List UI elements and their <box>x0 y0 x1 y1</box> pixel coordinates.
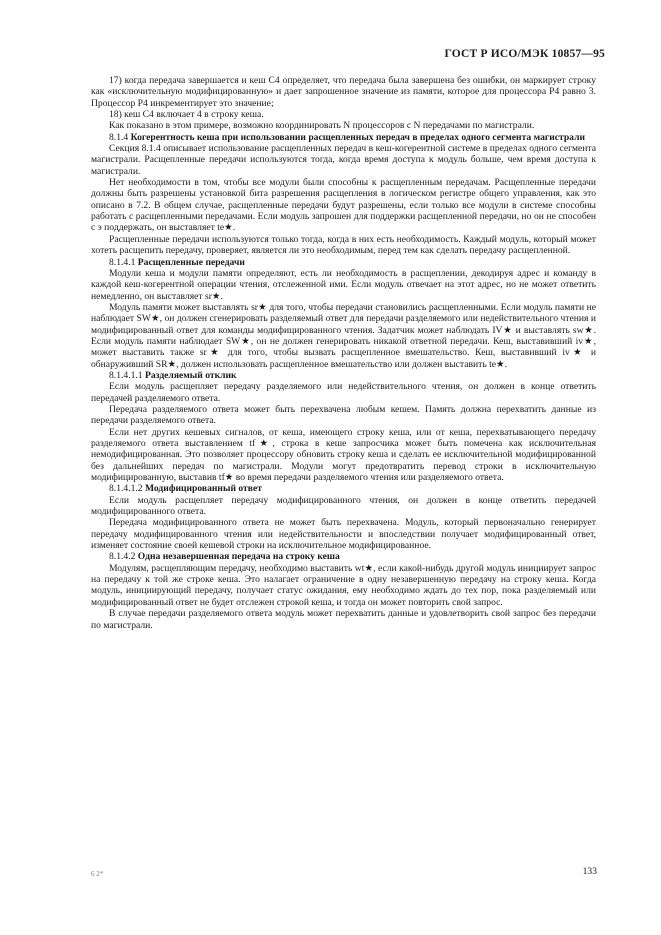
section-title: Разделяемый отклик <box>144 369 237 381</box>
section-heading <box>91 370 596 381</box>
paragraph: Секция 8.1.4 описывает использование расщепленных передач в кеш-когерентной системе в пределах одного сегмента магистрали. Расщепленные передачи используются тогда, когда время доступа к модуль больше, чем время доступа к магистрали. <box>91 143 596 177</box>
paragraph: Расщепленные передачи используются только тогда, когда в них есть необходимость. Каждый модуль, который может хотеть расщепить передачу, проверяет, является ли это необходимым, перед тем как сделать передачу расщепленной. <box>91 233 596 257</box>
section-number: 8.1.4.1.2 <box>109 483 143 495</box>
section-title: Одна незавершенная передача на строку кеша <box>137 551 340 563</box>
paragraph: В случае передачи разделяемого ответа модуль может перехватить данные и удовлетворить свой запрос без передачи по магистрали. <box>91 608 596 631</box>
paragraph: Модулям, расщепляющим передачу, необходимо выставить wt★, если какой-нибудь другой модуль инициирует запрос на передачу к той же строке кеша. Это налагает ограничение в одну незавершенную передачу на строку кеша. Когда модуль, инициирующий передачу, получает статус ожидания, ему необходимо ждать до тех пор, пока разделяемый или модифицированный ответ не будет отслежен строкой кеша, и тогда он может повторить свой запрос. <box>91 562 596 608</box>
section-title: Расщепленные передачи <box>137 256 245 268</box>
paragraph: Модули кеша и модули памяти определяют, есть ли необходимость в расщеплении, декодируя адрес и команду в каждой кеш-когерентной операции чтения, отслеженной ими. Если модуль отвечает на этот адрес, но не может ответить немедленно, он выставляет sr★. <box>91 267 596 302</box>
page-number: 133 <box>582 866 597 877</box>
section-heading <box>91 132 596 143</box>
paragraph: Передача разделяемого ответа может быть перехвачена любым кешем. Память должна перехватить данные из передачи разделяемого ответа. <box>91 403 596 427</box>
section-number: 8.1.4.1.1 <box>109 369 143 381</box>
section-number: 8.1.4.2 <box>109 551 136 563</box>
section-heading <box>91 551 596 562</box>
paragraph: Передача модифицированного ответа не может быть перехвачена. Модуль, который первоначально генерирует передачу модифицированного чтения или недействительности и впоследствии получает модифицированный ответ, изменяет состояние своей кешевой строки на исключительное модифицированное. <box>91 517 596 552</box>
paragraph: 17) когда передача завершается и кеш С4 определяет, что передача была завершена без ошибки, он маркирует строку как «исключительную модифицированную» и дает запрошенное значение из памяти, которое для процессора Р4 равно 3. Процессор Р4 инкрементирует это значение; <box>91 75 596 109</box>
document-body <box>91 75 596 631</box>
section-number: 8.1.4 <box>109 131 129 143</box>
section-number: 8.1.4.1 <box>109 256 136 268</box>
paragraph: Если модуль расщепляет передачу модифицированного чтения, он должен в конце ответить передачей модифицированного ответа. <box>91 494 596 518</box>
print-mark: 6 2* <box>91 870 104 878</box>
paragraph: Если модуль расщепляет передачу разделяемого или недействительного чтения, он должен в конце ответить передачей разделяемого ответа. <box>91 381 596 404</box>
paragraph: Если нет других кешевых сигналов, от кеша, имеющего строку кеша, или от кеша, перехватывающего передачу разделяемого ответа выставлением tf★, строка в кеше запросчика может быть помечена как исключительная немодифицированная. Это позволяет процессору обновить строку кеша и сделать ее исключительной модифицированной без дальнейших передач по магистрали. Модули могут предотвратить перевод строки в исключительную модифицированную, выставив tf★ во время передачи разделяемого чтения или разделяемого ответа. <box>91 426 596 484</box>
paragraph: Нет необходимости в том, чтобы все модули были способны к расщепленным передачам. Расщепленные передачи должны быть разрешены установкой бита разрешения расщепления в логическом регистре общего управления, как это описано в 7.2. В общем случае, расщепленные передачи будут разрешены, если только все модули в системе способны работать с расщепленными передачами. Если модуль запрошен для поддержки расщепленной передачи, но он не способен с э поддержать, он выставляет te★. <box>91 177 596 234</box>
document-header: ГОСТ Р ИСО/МЭК 10857—95 <box>444 48 605 60</box>
paragraph: 18) кеш С4 включает 4 в строку кеша. <box>109 109 264 121</box>
section-title: Модифицированный ответ <box>144 483 262 495</box>
paragraph: Как показано в этом примере, возможно координировать N процессоров с N передачами по магистрали. <box>109 120 535 132</box>
section-title: Когерентность кеша при использовании расщепленных передач в пределах одного сегмента магистрали <box>130 131 585 143</box>
section-heading <box>91 483 596 494</box>
section-heading <box>91 257 596 268</box>
paragraph: Модуль памяти может выставлять sr★ для того, чтобы передачи становились расщепленными. Если модуль памяти не наблюдает SW★, он должен сгенерировать разделяемый ответ для передачи разделяемого или недействительного чтения и модифицированный ответ для команды модифицированного чтения. Задатчик может наблюдать IV★ и выставлять sw★. Если модуль памяти наблюдает SW★, он не должен генерировать никакой ответной передачи. Кеш, выставивший iv★, может выставить также sr★ для того, чтобы вызвать расщепленное вмешательство. Кеш, выставивший iv★ и обнаруживший SR★, должен использовать расщепленное вмешательство или должен выставить te★. <box>91 301 596 370</box>
